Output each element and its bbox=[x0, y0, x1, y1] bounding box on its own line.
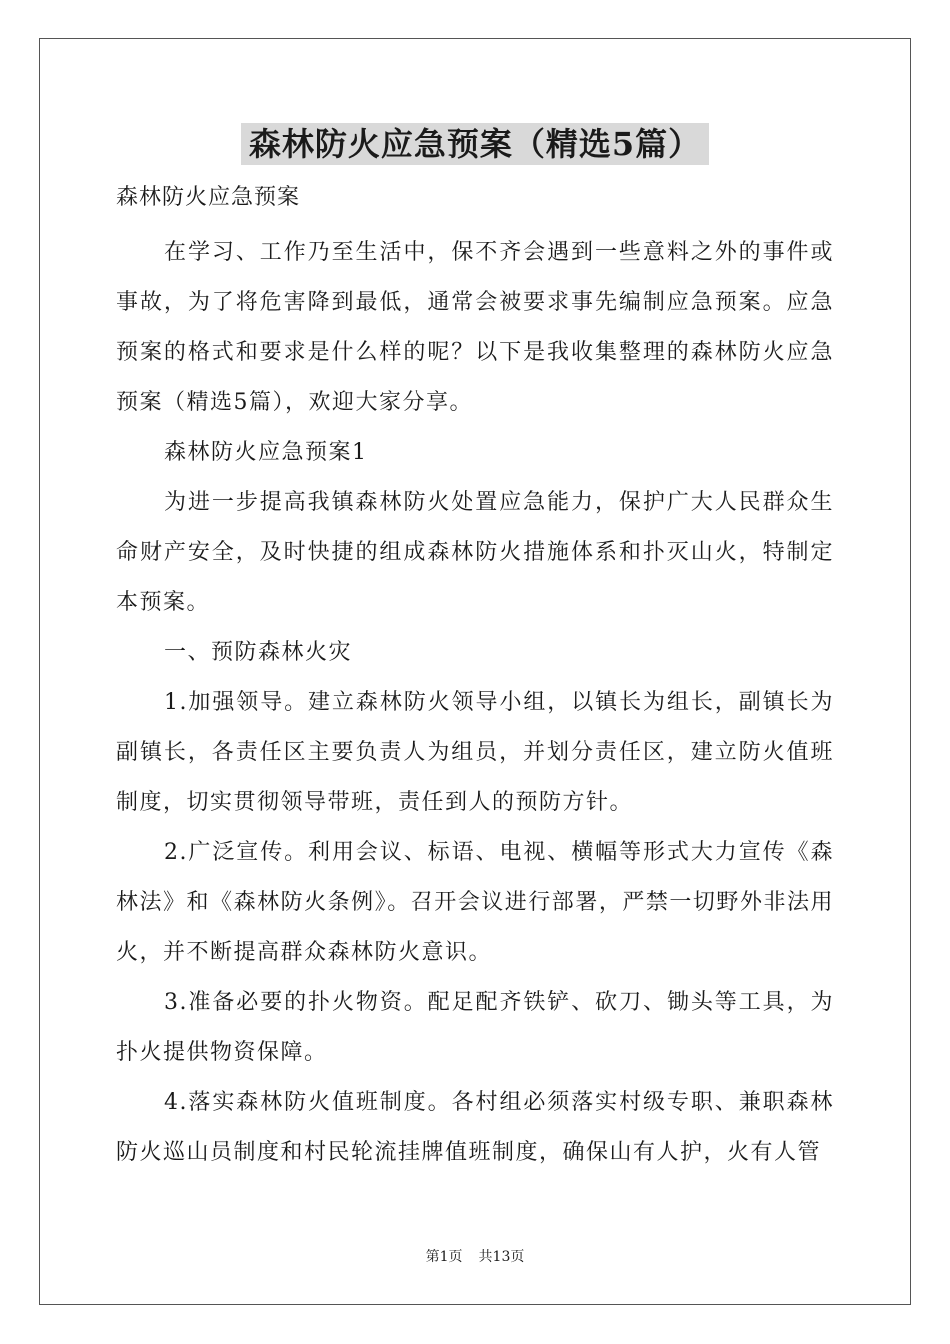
page-footer bbox=[0, 1246, 950, 1266]
page-number: 第1页 bbox=[425, 1249, 463, 1265]
paragraph-item-2: 2.广泛宣传。利用会议、标语、电视、横幅等形式大力宣传《森林法》和《森林防火条例》。召开会议进行部署，严禁一切野外非法用火，并不断提高群众森林防火意识。 bbox=[116, 840, 834, 965]
page-total: 共13页 bbox=[478, 1249, 525, 1265]
paragraph-intro: 在学习、工作乃至生活中，保不齐会遇到一些意料之外的事件或事故，为了将危害降到最低，通常会被要求事先编制应急预案。应急预案的格式和要求是什么样的呢？以下是我收集整理的森林防火应急预案（精选5篇），欢迎大家分享。 bbox=[116, 240, 834, 415]
document-body bbox=[116, 228, 834, 1178]
paragraph-item-4: 4.落实森林防火值班制度。各村组必须落实村级专职、兼职森林防火巡山员制度和村民轮流挂牌值班制度，确保山有人护，火有人管 bbox=[116, 1090, 834, 1165]
paragraph-item-3: 3.准备必要的扑火物资。配足配齐铁铲、砍刀、锄头等工具，为扑火提供物资保障。 bbox=[116, 990, 834, 1065]
section-heading-plan-1: 森林防火应急预案1 bbox=[164, 440, 368, 465]
document-title: 森林防火应急预案（精选5篇） bbox=[241, 123, 709, 165]
paragraph-plan-1-purpose: 为进一步提高我镇森林防火处置应急能力，保护广大人民群众生命财产安全，及时快捷的组成森林防火措施体系和扑灭山火，特制定本预案。 bbox=[116, 490, 834, 615]
paragraph-item-1: 1.加强领导。建立森林防火领导小组，以镇长为组长，副镇长为副镇长，各责任区主要负责人为组员，并划分责任区，建立防火值班制度，切实贯彻领导带班，责任到人的预防方针。 bbox=[116, 690, 834, 815]
document-subtitle: 森林防火应急预案 bbox=[116, 185, 301, 210]
section-heading-prevention: 一、预防森林火灾 bbox=[164, 640, 353, 665]
document-title-wrap bbox=[0, 122, 950, 166]
